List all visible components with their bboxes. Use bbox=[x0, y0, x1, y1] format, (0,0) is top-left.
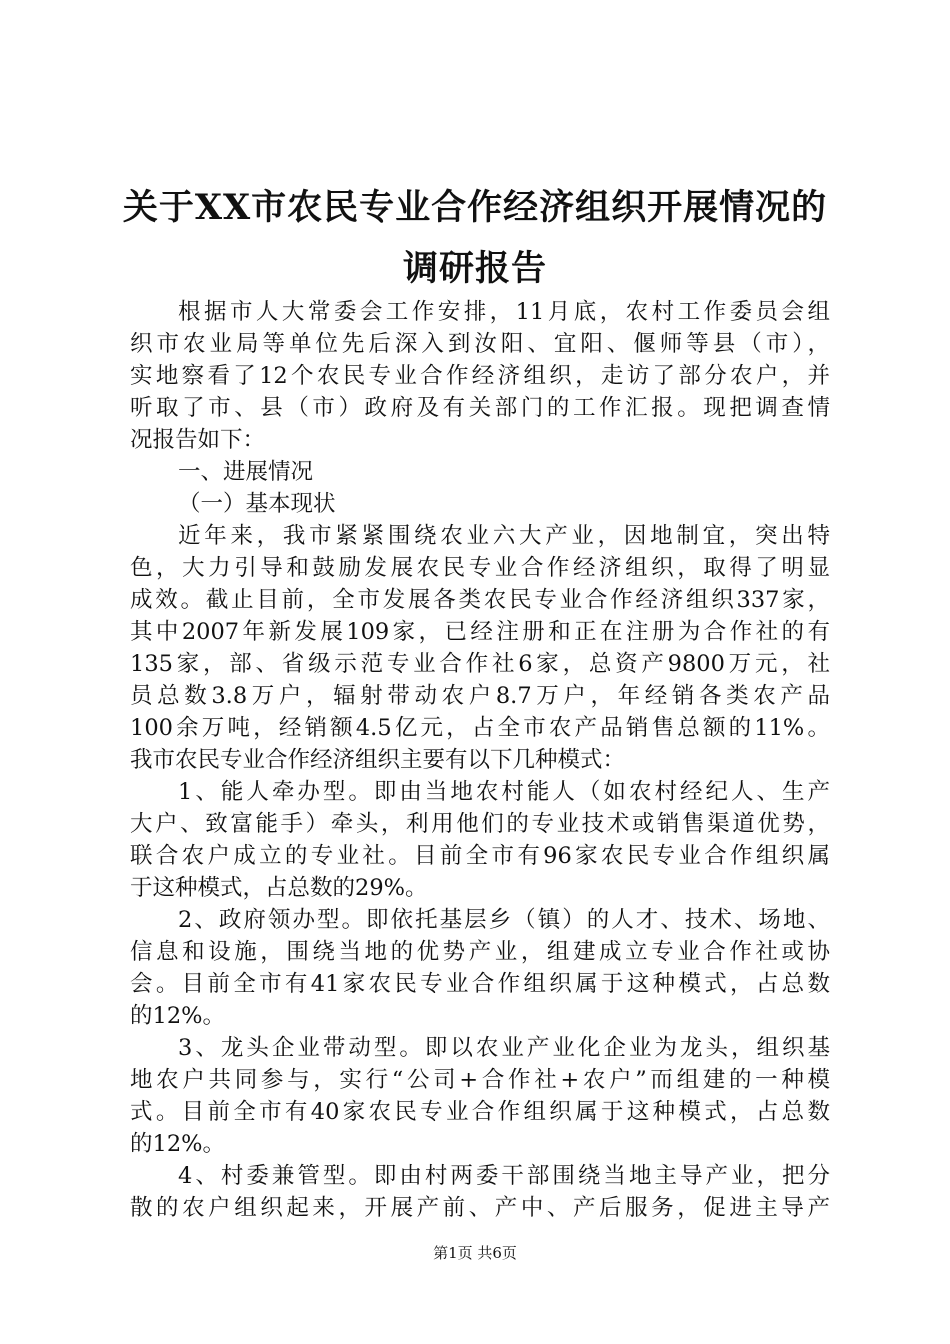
text-line: 式。目前全市有40家农民专业合作组织属于这种模式，占总数 bbox=[130, 1099, 830, 1125]
text-line: 近年来，我市紧紧围绕农业六大产业，因地制宜，突出特 bbox=[178, 523, 830, 549]
text-line: 织市农业局等单位先后深入到汝阳、宜阳、偃师等县（市）， bbox=[130, 331, 830, 357]
document-body bbox=[130, 296, 830, 1224]
text-line: 根据市人大常委会工作安排，11月底，农村工作委员会组 bbox=[178, 299, 830, 325]
text-line: 散的农户组织起来，开展产前、产中、产后服务，促进主导产 bbox=[130, 1195, 830, 1221]
text-line: 听取了市、县（市）政府及有关部门的工作汇报。现把调查情 bbox=[130, 395, 830, 421]
text-line: 地农户共同参与，实行“公司+合作社+农户”而组建的一种模 bbox=[130, 1067, 830, 1093]
text-line: 我市农民专业合作经济组织主要有以下几种模式： bbox=[130, 747, 626, 773]
text-line: 实地察看了12个农民专业合作经济组织，走访了部分农户，并 bbox=[130, 363, 830, 389]
text-line: 的12%。 bbox=[130, 1003, 226, 1029]
text-line: 4、村委兼管型。即由村两委干部围绕当地主导产业，把分 bbox=[178, 1163, 830, 1189]
text-line: 成效。截止目前，全市发展各类农民专业合作经济组织337家， bbox=[130, 587, 830, 613]
text-line: 2、政府领办型。即依托基层乡（镇）的人才、技术、场地、 bbox=[178, 907, 830, 933]
document-title-line-1: 关于XX市农民专业合作经济组织开展情况的 bbox=[122, 187, 828, 228]
section-heading: 一、进展情况 bbox=[178, 459, 314, 485]
text-line: 1、能人牵办型。即由当地农村能人（如农村经纪人、生产 bbox=[178, 779, 830, 805]
text-line: 135家，部、省级示范专业合作社6家，总资产9800万元，社 bbox=[130, 651, 830, 677]
text-line: 况报告如下： bbox=[130, 427, 266, 453]
subsection-heading: （一）基本现状 bbox=[178, 491, 336, 517]
text-line: 其中2007年新发展109家，已经注册和正在注册为合作社的有 bbox=[130, 619, 830, 645]
text-line: 的12%。 bbox=[130, 1131, 226, 1157]
text-line: 会。目前全市有41家农民专业合作组织属于这种模式，占总数 bbox=[130, 971, 830, 997]
page-footer: 第1页 共6页 bbox=[433, 1244, 517, 1262]
document-title-line-2: 调研报告 bbox=[402, 248, 547, 289]
text-line: 于这种模式，占总数的29%。 bbox=[130, 875, 428, 901]
text-line: 100余万吨，经销额4.5亿元，占全市农产品销售总额的11%。 bbox=[130, 715, 830, 741]
text-line: 3、龙头企业带动型。即以农业产业化企业为龙头，组织基 bbox=[178, 1035, 830, 1061]
text-line: 色，大力引导和鼓励发展农民专业合作经济组织，取得了明显 bbox=[130, 555, 830, 581]
text-line: 大户、致富能手）牵头，利用他们的专业技术或销售渠道优势， bbox=[130, 811, 830, 837]
text-line: 员总数3.8万户，辐射带动农户8.7万户，年经销各类农产品 bbox=[130, 683, 830, 709]
text-line: 联合农户成立的专业社。目前全市有96家农民专业合作组织属 bbox=[130, 843, 830, 869]
text-line: 信息和设施，围绕当地的优势产业，组建成立专业合作社或协 bbox=[130, 939, 830, 965]
